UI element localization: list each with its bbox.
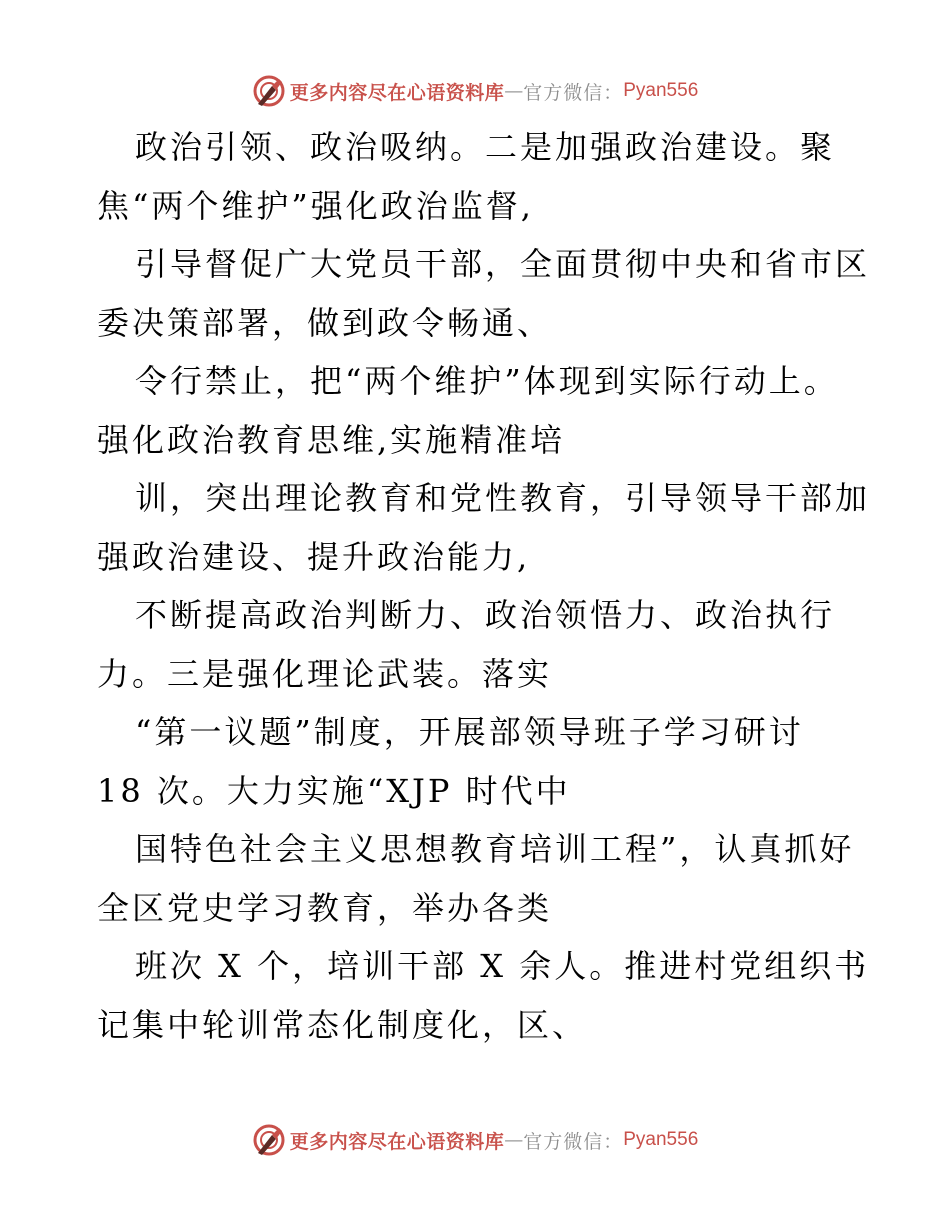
watermark-dash: — xyxy=(504,1129,524,1151)
watermark-wechat-id: Pyan556 xyxy=(623,80,699,101)
body-line: 政治引领、政治吸纳。二是加强政治建设。聚 xyxy=(135,128,836,166)
body-line: 强政治建设、提升政治能力, xyxy=(97,537,531,576)
body-line: 不断提高政治判断力、政治领悟力、政治执行 xyxy=(135,596,836,634)
watermark-dash: — xyxy=(504,80,524,102)
body-line: 强化政治教育思维,实施精准培 xyxy=(97,420,566,459)
brand-logo-icon xyxy=(252,1123,286,1157)
watermark-wechat-id: Pyan556 xyxy=(623,1129,699,1150)
body-line: 全区党史学习教育，举办各类 xyxy=(97,888,553,927)
watermark-label: 官方微信： xyxy=(523,1130,624,1153)
watermark-main-text: 更多内容尽在心语资料库 xyxy=(289,1130,505,1153)
header-watermark xyxy=(0,71,950,111)
body-line: 焦“两个维护”强化政治监督, xyxy=(97,186,534,225)
body-line: 力。三是强化理论武装。落实 xyxy=(97,654,553,693)
brand-logo-icon xyxy=(252,74,286,108)
document-body xyxy=(97,118,871,1054)
body-line: 国特色社会主义思想教育培训工程”，认真抓好 xyxy=(135,830,855,868)
body-line: 引导督促广大党员干部，全面贯彻中央和省市区 xyxy=(135,245,871,283)
body-line: 班次 X 个，培训干部 X 余人。推进村党组织书 xyxy=(135,947,870,985)
body-line: “第一议题”制度，开展部领导班子学习研讨 xyxy=(135,713,804,751)
body-line: 委决策部署，做到政令畅通、 xyxy=(97,303,553,342)
body-line: 训，突出理论教育和党性教育，引导领导干部加 xyxy=(135,479,871,517)
footer-watermark xyxy=(0,1120,950,1160)
watermark-main-text: 更多内容尽在心语资料库 xyxy=(289,81,505,104)
watermark-label: 官方微信： xyxy=(523,81,624,104)
body-line: 记集中轮训常态化制度化，区、 xyxy=(97,1005,588,1044)
body-line: 18 次。大力实施“XJP 时代中 xyxy=(97,771,571,810)
body-line: 令行禁止，把“两个维护”体现到实际行动上。 xyxy=(135,362,839,400)
